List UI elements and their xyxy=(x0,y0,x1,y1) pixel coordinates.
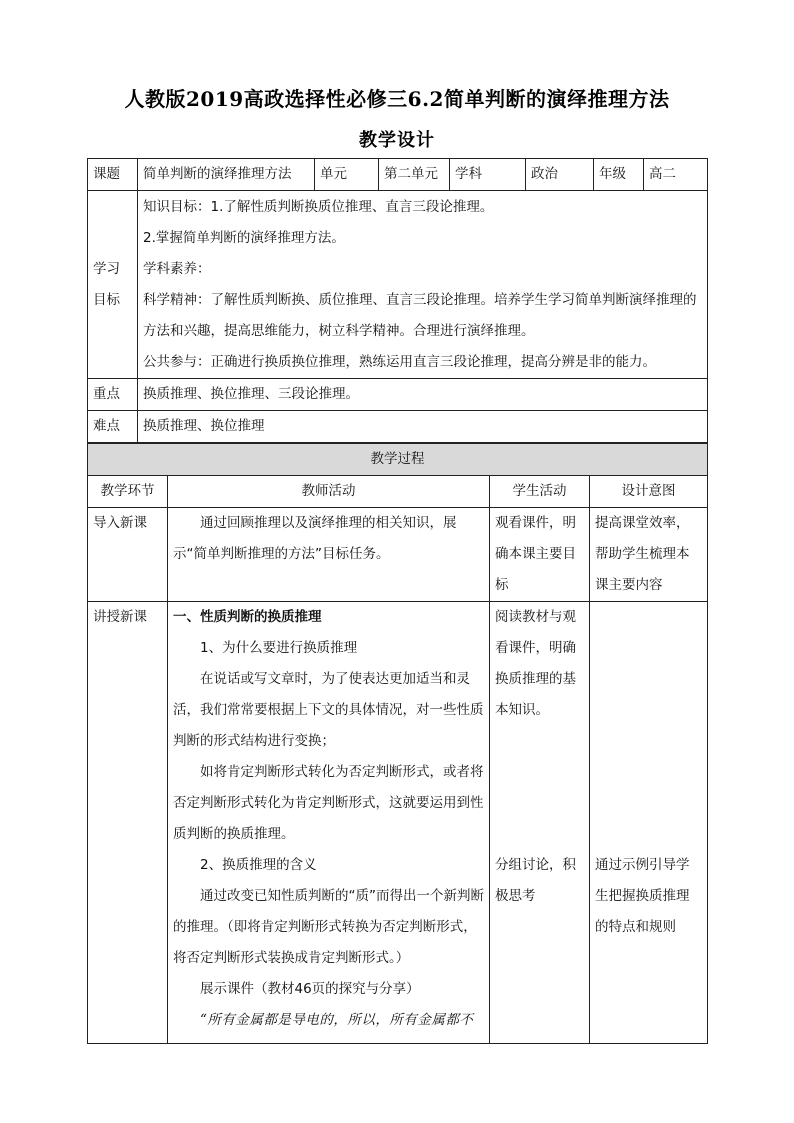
table-row xyxy=(88,508,708,602)
grade-label: 年级 xyxy=(594,159,644,191)
table-row xyxy=(88,602,708,1044)
lesson-info-table xyxy=(87,158,708,443)
difficult-label: 难点 xyxy=(88,411,138,443)
goal-public-participation: 公共参与：正确进行换质换位推理，熟练运用直言三段论推理，提高分辨是非的能力。 xyxy=(143,354,656,370)
stage-lecture: 讲授新课 xyxy=(88,602,168,1044)
difficult-value: 换质推理、换位推理 xyxy=(138,411,708,443)
intent-intro: 提高课堂效率，帮助学生梳理本课主要内容 xyxy=(590,508,708,602)
student-lecture-1: 阅读教材与观看课件，明确换质推理的基本知识。 xyxy=(495,609,576,718)
teaching-process-table xyxy=(87,443,708,1044)
col-student: 学生活动 xyxy=(490,476,590,508)
unit-label: 单元 xyxy=(315,159,379,191)
intent-lecture-2: 通过示例引导学生把握换质推理的特点和规则 xyxy=(595,857,690,935)
goal-knowledge: 知识目标：1.了解性质判断换质位推理、直言三段论推理。 xyxy=(143,199,494,215)
subject-value: 政治 xyxy=(526,159,594,191)
col-intent: 设计意图 xyxy=(590,476,708,508)
intent-lecture xyxy=(590,602,708,1044)
key-label: 重点 xyxy=(88,379,138,411)
unit-value: 第二单元 xyxy=(379,159,450,191)
lecture-sub2: 2、换质推理的含义 xyxy=(200,857,317,873)
goals-label-line2: 目标 xyxy=(93,291,120,308)
lecture-p3: 通过改变已知性质判断的“质”而得出一个新判断的推理。（即将肯定判断形式转换为否定判断形式，将否定判断形式装换成肯定判断形式。） xyxy=(173,888,484,966)
topic-value: 简单判断的演绎推理方法 xyxy=(138,159,315,191)
teacher-lecture xyxy=(168,602,490,1044)
lecture-sub1: 1、为什么要进行换质推理 xyxy=(200,640,358,656)
goals-content xyxy=(138,191,708,379)
teacher-intro xyxy=(168,508,490,602)
lecture-heading: 一、性质判断的换质推理 xyxy=(173,609,322,625)
goal-science-spirit: 科学精神：了解性质判断换、质位推理、直言三段论推理。培养学生学习简单判断演绎推理的方法和兴趣，提高思维能力，树立科学精神。合理进行演绎推理。 xyxy=(143,292,697,339)
topic-label: 课题 xyxy=(88,159,138,191)
stage-intro: 导入新课 xyxy=(88,508,168,602)
process-header: 教学过程 xyxy=(88,444,708,476)
teacher-intro-text: 通过回顾推理以及演绎推理的相关知识，展示“简单判断推理的方法”目标任务。 xyxy=(173,515,457,562)
key-value: 换质推理、换位推理、三段论推理。 xyxy=(138,379,708,411)
goal-literacy-heading: 学科素养： xyxy=(143,261,211,277)
lecture-p4: 展示课件（教材46页的探究与分享） xyxy=(200,981,420,997)
goals-label xyxy=(88,191,138,379)
grade-value: 高二 xyxy=(644,159,708,191)
goal-knowledge-2: 2.掌握简单判断的演绎推理方法。 xyxy=(143,230,345,246)
col-teacher: 教师活动 xyxy=(168,476,490,508)
student-intro: 观看课件，明确本课主要目标 xyxy=(490,508,590,602)
document-subtitle: 教学设计 xyxy=(359,130,435,151)
subject-label: 学科 xyxy=(450,159,526,191)
lecture-p1: 在说话或写文章时，为了使表达更加适当和灵活，我们常常要根据上下文的具体情况，对一些性质判断的形式结构进行变换； xyxy=(173,671,484,749)
lecture-p2: 如将肯定判断形式转化为否定判断形式，或者将否定判断形式转化为肯定判断形式，这就要运用到性质判断的换质推理。 xyxy=(173,764,484,842)
goals-label-line1: 学习 xyxy=(93,260,120,277)
document-title: 人教版2019高政选择性必修三6.2简单判断的演绎推理方法 xyxy=(124,87,670,111)
col-stage: 教学环节 xyxy=(88,476,168,508)
student-lecture-2: 分组讨论，积极思考 xyxy=(495,857,576,904)
student-lecture xyxy=(490,602,590,1044)
lecture-quote: “所有金属都是导电的，所以，所有金属都不 xyxy=(200,1012,474,1028)
